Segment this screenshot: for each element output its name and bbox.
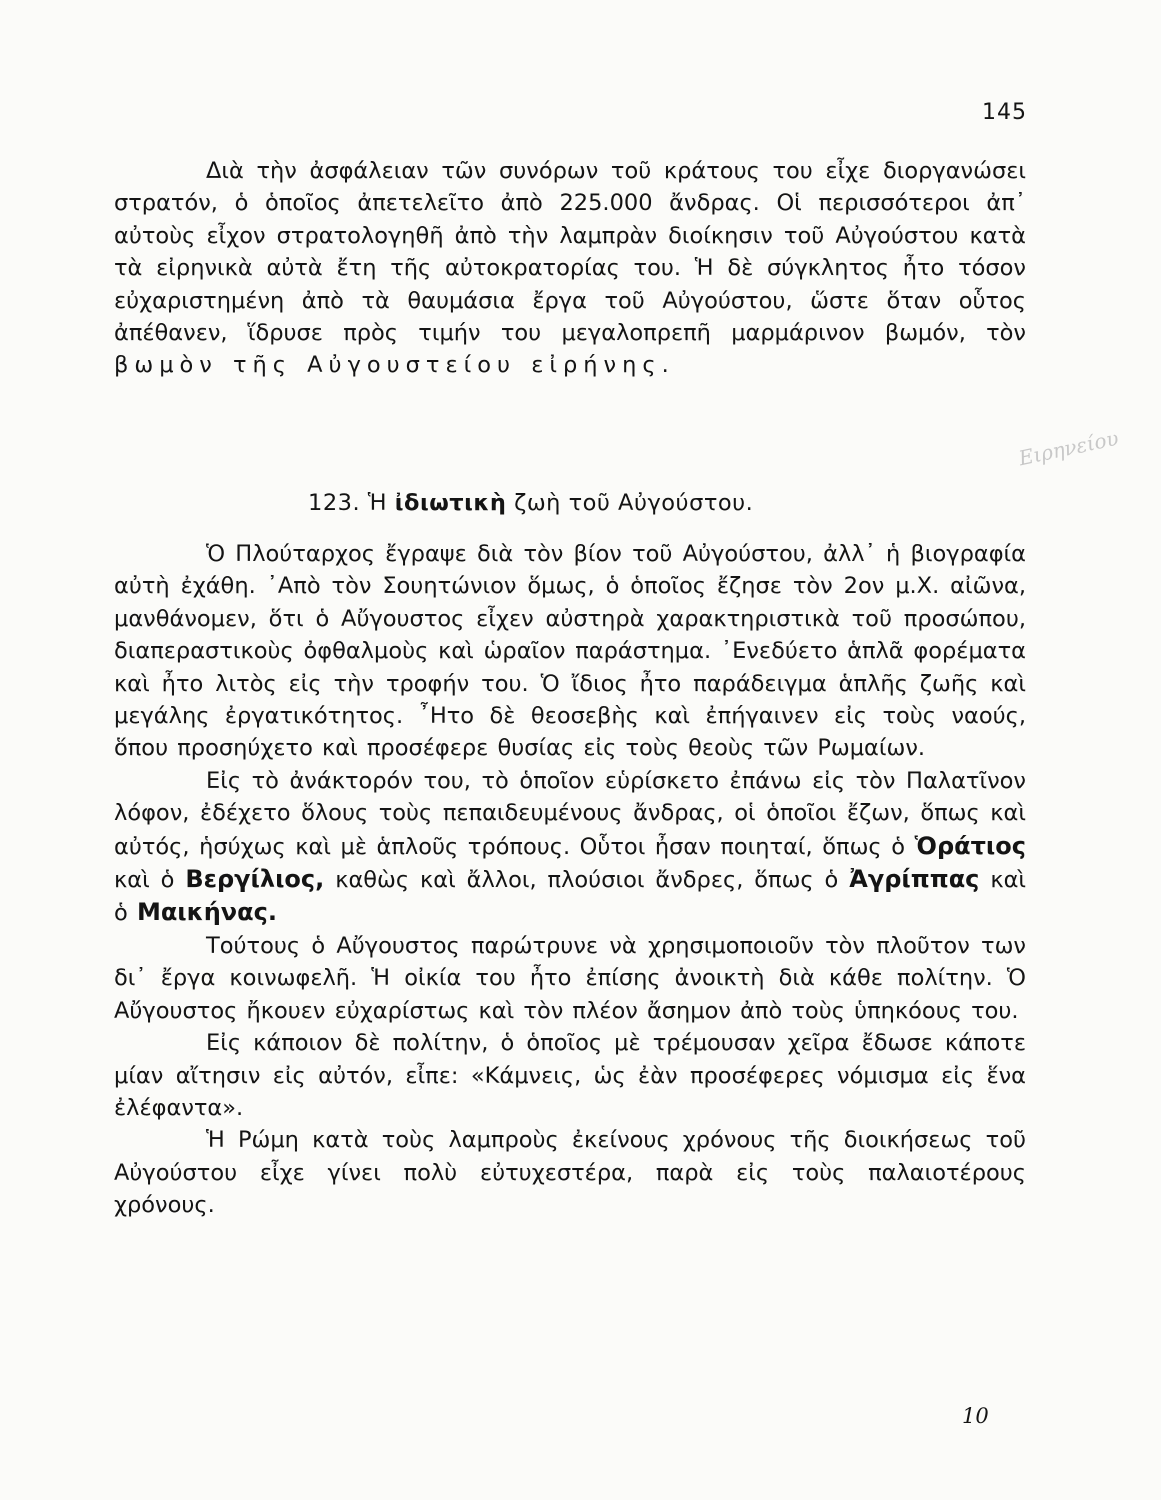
- section-body: [114, 538, 1026, 1222]
- paragraph-palace-c: καθὼς καὶ ἄλλοι, πλούσιοι ἄνδρες, ὅπως ὁ: [335, 867, 839, 894]
- paragraph-palace: [114, 765, 1026, 930]
- paragraph-army: [114, 155, 1026, 382]
- paragraph-palace-b: καὶ ὁ: [114, 867, 175, 894]
- section-title-rest: ζωὴ τοῦ Αὐγούστου.: [514, 490, 754, 516]
- paragraph-wealth: Τούτους ὁ Αὔγουστος παρώτρυνε νὰ χρησιμοποιοῦν τὸν πλοῦτον των δι᾽ ἔργα κοινωφελῆ. Ἡ οἰκία του ἦτο ἐπίσης ἀνοικτὴ διὰ κάθε πολίτην. Ὁ Αὔγουστος ἤκουεν εὐχαρίστως καὶ τὸν πλέον ἄσημον ἀπὸ τοὺς ὑπηκόους του.: [114, 932, 1026, 1024]
- name-virgil: Βεργίλιος,: [185, 865, 325, 894]
- paragraph-palace-d: καὶ ὁ: [114, 867, 1027, 927]
- spaced-altar-name: βωμὸν τῆς Αὐγουστείου εἰρήνης: [114, 352, 662, 379]
- paragraph-elephant: Εἰς κάποιον δὲ πολίτην, ὁ ὁποῖος μὲ τρέμουσαν χεῖρα ἔδωσε κάποτε μίαν αἴτησιν εἰς αὐτόν, εἶπε: «Κάμνεις, ὡς ἐὰν προσέφερες νόμισμα εἰς ἕνα ἐλέφαντα».: [114, 1030, 1026, 1121]
- paragraph-army-text: [114, 155, 1026, 382]
- name-horace: Ὁράτιος: [914, 831, 1026, 860]
- name-maecenas: Μαικήνας.: [136, 898, 277, 927]
- paragraph-army-main: Διὰ τὴν ἀσφάλειαν τῶν συνόρων τοῦ κράτους του εἶχε διοργανώσει στρατόν, ὁ ὁποῖος ἀπετελεῖτο ἀπὸ 225.000 ἄνδρας. Οἱ περισσότεροι ἀπ᾽ αὐτοὺς εἶχον στρατολογηθῆ ἀπὸ τὴν λαμπρὰν διοίκησιν τοῦ Αὐγούστου κατὰ τὰ εἰρηνικὰ αὐτὰ ἔτη τῆς αὐτοκρατορίας του. Ἡ δὲ σύγκλητος ἦτο τόσον εὐχαριστημένη ἀπὸ τὰ θαυμάσια ἔργα τοῦ Αὐγούστου, ὥστε ὅταν οὗτος ἀπέθανεν, ἵδρυσε πρὸς τιμήν του μεγαλοπρεπῆ μαρμάρινον βωμόν, τὸν: [114, 158, 1026, 347]
- margin-pencil-note: Ειρηνείου: [1016, 425, 1121, 471]
- section-bold-word: ἰδιωτικὴ: [394, 490, 507, 516]
- paragraph-army-end: .: [661, 352, 669, 379]
- section-article: Ἡ: [367, 490, 388, 516]
- name-agrippa: Ἀγρίππας: [849, 865, 980, 894]
- paragraph-plutarch: Ὁ Πλούταρχος ἔγραψε διὰ τὸν βίον τοῦ Αὐγούστου, ἀλλ᾽ ἡ βιογραφία αὐτὴ ἐχάθη. ᾽Απὸ τὸν Σουητώνιον ὅμως, ὁ ὁποῖος ἔζησε τὸν 2ον μ.Χ. αἰῶνα, μανθάνομεν, ὅτι ὁ Αὔγουστος εἶχεν αὐστηρὰ χαρακτηριστικὰ τοῦ προσώπου, διαπεραστικοὺς ὀφθαλμοὺς καὶ ὡραῖον παράστημα. ᾽Ενεδύετο ἁπλᾶ φορέματα καὶ ἦτο λιτὸς εἰς τὴν τροφήν του. Ὁ ἴδιος ἦτο παράδειγμα ἁπλῆς ζωῆς καὶ μεγάλης ἐργατικότητος. ῏Ητο δὲ θεοσεβὴς καὶ ἐπήγαινεν εἰς τοὺς ναούς, ὅπου προσηύχετο καὶ προσέφερε θυσίας εἰς τοὺς θεοὺς τῶν Ρωμαίων.: [114, 541, 1026, 762]
- page-number: 145: [982, 100, 1027, 125]
- paragraph-rome: Ἡ Ρώμη κατὰ τοὺς λαμπροὺς ἐκείνους χρόνους τῆς διοικήσεως τοῦ Αὐγούστου εἶχε γίνει πολὺ εὐτυχεστέρα, παρὰ εἰς τοὺς παλαιοτέρους χρόνους.: [114, 1127, 1026, 1219]
- section-heading: [308, 490, 753, 516]
- section-number: 123.: [308, 490, 361, 516]
- signature-mark: 10: [962, 1404, 989, 1428]
- paragraph-palace-a: Εἰς τὸ ἀνάκτορόν του, τὸ ὁποῖον εὑρίσκετο ἐπάνω εἰς τὸν Παλατῖνον λόφον, ἐδέχετο ὅλους τοὺς πεπαιδευμένους ἄνδρας, οἱ ὁποῖοι ἔζων, ὅπως καὶ αὐτός, ἡσύχως καὶ μὲ ἁπλοῦς τρόπους. Οὗτοι ἦσαν ποιηταί, ὅπως ὁ: [114, 767, 1026, 860]
